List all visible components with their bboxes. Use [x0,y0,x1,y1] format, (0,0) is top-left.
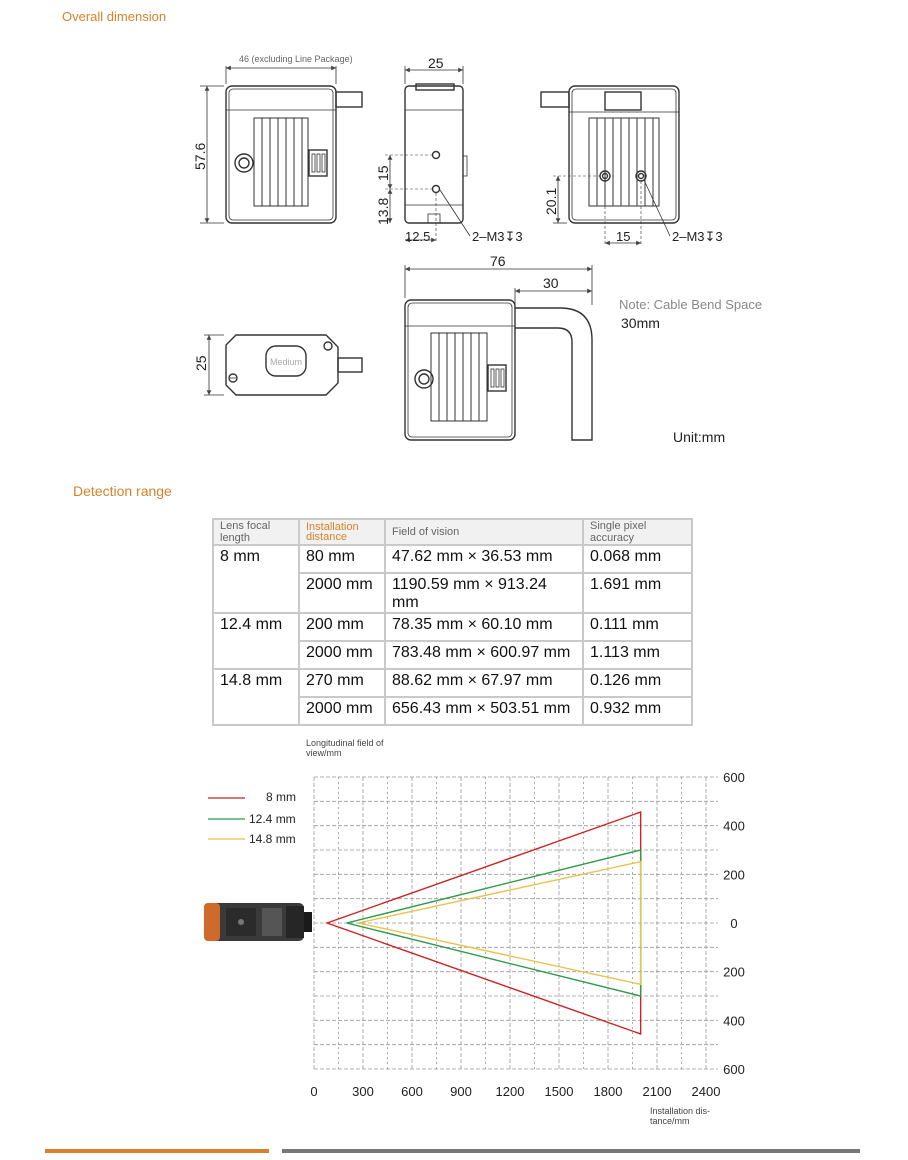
fov-chart [0,730,908,1130]
footer-bar-gray [282,1149,860,1153]
x-tick-label: 300 [352,1084,374,1099]
fov-cell: 78.35 mm × 60.10 mm [385,613,583,641]
fov-cell: 47.62 mm × 36.53 mm [385,545,583,573]
header-lens: Lens focal length [213,519,299,545]
x-tick-label: 2100 [642,1084,672,1099]
footer-bar-orange [45,1149,269,1153]
chart-x-ticks [310,1084,720,1099]
note-line-2: 30mm [621,315,660,331]
dim-cable-len: 30 [543,275,559,291]
dim-bottom-h25: 25 [193,355,209,371]
fov-cell: 656.43 mm × 503.51 mm [385,697,583,725]
y-tick-label: 400 [723,818,745,834]
detection-range-title: Detection range [73,483,172,499]
accuracy-cell: 0.126 mm [583,669,692,697]
chart-y-ticks [723,770,745,1077]
legend-label-14mm: 14.8 mm [249,832,296,846]
detection-table [212,518,693,726]
overall-dimension-title: Overall dimension [62,9,167,24]
dim-back-w15: 15 [616,229,631,244]
distance-cell: 80 mm [299,545,385,573]
back-view [541,86,679,223]
dim-side-w125: 12.5 [405,229,431,244]
distance-cell: 2000 mm [299,641,385,669]
distance-cell: 200 mm [299,613,385,641]
note-line-1: Note: Cable Bend Space [619,297,763,312]
header-accuracy: Single pixel accuracy [583,519,692,545]
x-tick-label: 1200 [495,1084,525,1099]
dim-side-screw: 2–M3↧3 [472,229,523,244]
y-tick-label: 200 [723,964,745,980]
y-tick-label: 600 [723,1062,745,1077]
lens-cell: 14.8 mm [213,669,299,725]
dim-back-h201: 20.1 [543,187,559,215]
dim-bottom-label: Medium [270,357,303,367]
dim-total-len: 76 [490,253,506,269]
x-tick-label: 0 [310,1084,318,1099]
front-view [226,86,362,223]
header-fov: Field of vision [385,519,583,545]
x-tick-label: 1500 [544,1084,574,1099]
chart-grid [314,777,718,1069]
accuracy-cell: 0.932 mm [583,697,692,725]
table-header-row [213,519,692,545]
lens-cell: 12.4 mm [213,613,299,669]
dim-width-excl: 46 (excluding Line Package) [239,54,353,64]
table-row [213,669,692,697]
x-tick-label: 2400 [691,1084,721,1099]
unit-label: Unit:mm [673,429,726,445]
dim-side-h15: 15 [375,165,391,181]
x-tick-label: 600 [401,1084,423,1099]
y-tick-label: 400 [723,1013,745,1029]
fov-cell: 783.48 mm × 600.97 mm [385,641,583,669]
y-tick-label: 200 [723,867,745,883]
table-row [213,545,692,573]
distance-cell: 270 mm [299,669,385,697]
dim-side-h138: 13.8 [375,197,391,225]
accuracy-cell: 1.113 mm [583,641,692,669]
cable-view [405,300,592,440]
fov-cell: 1190.59 mm × 913.24 mm [385,573,583,613]
legend-label-12mm: 12.4 mm [249,812,296,826]
accuracy-cell: 0.068 mm [583,545,692,573]
dimension-drawing [0,0,908,470]
accuracy-cell: 0.111 mm [583,613,692,641]
chart-ylabel: Longitudinal field of view/mm [306,738,384,758]
camera-image [204,903,312,941]
table-row [213,613,692,641]
lens-cell: 8 mm [213,545,299,613]
distance-cell: 2000 mm [299,697,385,725]
x-tick-label: 900 [450,1084,472,1099]
side-view [405,84,467,223]
x-tick-label: 1800 [593,1084,623,1099]
chart-xlabel: Installation dis- tance/mm [650,1106,711,1126]
legend-label-8mm: 8 mm [266,790,296,804]
accuracy-cell: 1.691 mm [583,573,692,613]
distance-cell: 2000 mm [299,573,385,613]
dim-side-width: 25 [428,55,444,71]
header-distance: Installation distance [299,519,385,545]
dim-back-screw: 2–M3↧3 [672,229,723,244]
y-tick-label: 0 [730,916,738,931]
fov-cell: 88.62 mm × 67.97 mm [385,669,583,697]
y-tick-label: 600 [723,770,745,785]
chart-legend [208,790,296,846]
dim-height: 57.6 [192,142,208,170]
